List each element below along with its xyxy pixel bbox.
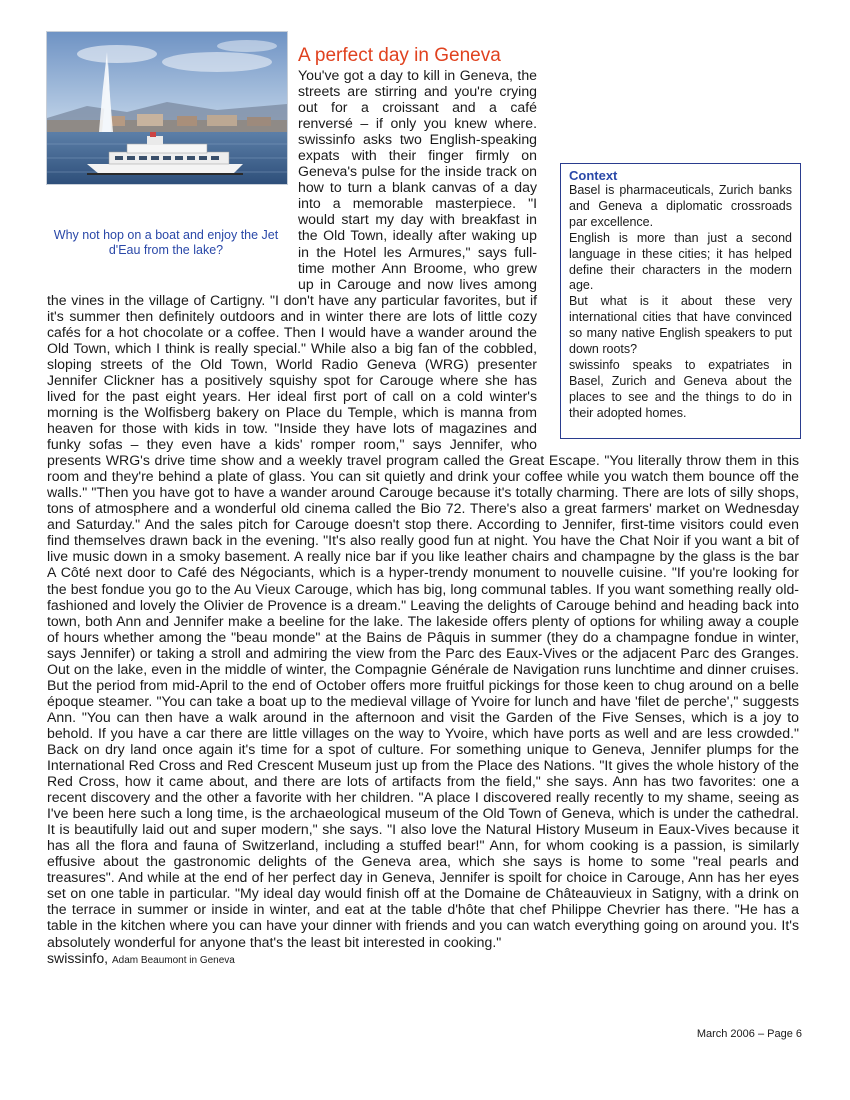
context-paragraph: English is more than just a second language in these cities; it has helped define their characters in the modern age. (569, 230, 792, 293)
photo-spacer (47, 67, 298, 285)
context-paragraph: Basel is pharmaceuticals, Zurich banks and Geneva a diplomatic crossroads par excellence. (569, 183, 792, 229)
context-paragraph: swissinfo speaks to expatriates in Basel, Zurich and Geneva about the places to see and the things to do in their adopted homes. (569, 357, 792, 420)
article-body: You've got a day to kill in Geneva, the streets are stirring and you're crying out for a croissant and a café renversé – if only you knew where. swissinfo asks two English-speaking expats with their finger firmly on Geneva's pulse for the inside track on how to turn a blank canvas of a day into a memorable masterpiece. "I would start my day with breakfast in the Old Town, ideally after waking up in the Hotel les Armures," says full-time mother Ann Broome, who grew up in Carouge and now lives among the vines in the village of Cartigny. "I don't have any particular favorites, but if it's summer then definitely outdoors and in winter there are lots of little cozy cafés for a hot chocolate or a coffee. Then I would have a wander around the Old Town, which I think is really special." While also a big fan of the cobbled, sloping streets of the Old Town, World Radio Geneva (WRG) presenter Jennifer Clickner has a positively squishy spot for Carouge where she has lived for the past eight years. Her ideal first port of call on a cold winter's morning is the Wolfisberg bakery on Place du Temple, which is manna from heaven for those with kids in tow. "Inside they have lots of magazines and funky sofas – they even have a kids' romper room," says Jennifer, who presents WRG's drive time show and a weekly travel program called the Great Escape. "You literally throw them in this room and they're behind a plate of glass. You can sit quietly and drink your coffee while you watch them bounce off the walls." "Then you have got to have a wander around Carouge because it's totally charming. There are lots of silly shops, tons of atmosphere and a wonderful old cinema called the Bio 72. There's also a great farmers' market on Wednesday and Saturday." And the sales pitch for Carouge doesn't stop there. According to Jennifer, first-time visitors could even find themselves drawn back in the evening. "It's also really good fun at night. You have the Chat Noir if you want a bit of live music down in a smoky basement. A really nice bar if you like leather chairs and champagne by the glass is the bar A Côté next door to Café des Négociants, which is a hyper-trendy monument to nouvelle cuisine. "If you're looking for the best fondue you go to the Au Vieux Carouge, which has big, long communal tables. If you want something really old-fashioned and lovely the Olivier de Provence is a dream." Leaving the delights of Carouge behind and heading back into town, both Ann and Jennifer make a beeline for the lake. The lakeside offers plenty of options for whiling away a couple of hours whether among the "beau monde" at the Bains de Pâquis in summer (they do a champagne fondue in winter, says Jennifer) or taking a stroll and admiring the view from the Parc des Eaux-Vives or the adjacent Parc des Granges. Out on the lake, even in the middle of winter, the Compagnie Générale de Navigation runs lunchtime and dinner cruises. But the period from mid-April to the end of October offers more fruitful pickings for those keen to chug around on a belle époque steamer. "You can take a boat up to the medieval village of Yvoire for lunch and have 'filet de perche'," suggests Ann. "You can then have a walk around in the afternoon and visit the Garden of the Five Senses, which is a joy to behold. If you have a car there are little villages on the way to Yvoire, which have ports as well and are less crowded." Back on dry land once again it's time for a spot of culture. For something unique to Geneva, Jennifer plumps for the International Red Cross and Red Crescent Museum just up from the Place des Nations. "It gives the whole history of the Red Cross, how it came about, and there are lots of artifacts from the field," she says. Ann has two favorites: one a recent discovery and the other a favorite with her children. "A place I discovered really recently to my shame, seeing as I've been here such a long time, is the archaeological museum of the Old Town of Geneva, which is under the cathedral. It is beautifully laid out and super modern," she says. "I also love the Natural History Museum in Eaux-Vives because it has all the flora and fauna of Switzerland, including a stuffed bear!" Ann, for whom cooking is a passion, is similarly effusive about the gastronomic delights of the Geneva area, which she says is home to some "real pearls and treasures". And while at the end of her perfect day in Geneva, Jennifer is spoilt for choice in Carouge, Ann has her eyes set on one table in particular. "My ideal day would finish off at the Domaine de Châteauvieux in Satigny, with a drink on the terrace in summer or inside in winter, and eat at the table d'hôte that chef Philippe Chevrier has there. "He has a table in the kitchen where you can have your dinner with friends and you can watch everything going on around you. It's absolutely wonderful for anyone that's the least bit interested in cooking." (47, 67, 799, 950)
photo-caption: Why not hop on a boat and enjoy the Jet d'Eau from the lake? (53, 228, 279, 257)
context-box (560, 163, 801, 439)
context-paragraph: But what is it about these very international cities that have convinced so many native English speakers to put down roots? (569, 294, 792, 357)
article-title: A perfect day in Geneva (298, 45, 501, 66)
context-title: Context (569, 168, 618, 183)
article-byline: Adam Beaumont in Geneva (112, 954, 235, 966)
article-signature: swissinfo, (47, 949, 109, 966)
page-footer: March 2006 – Page 6 (696, 1028, 802, 1040)
